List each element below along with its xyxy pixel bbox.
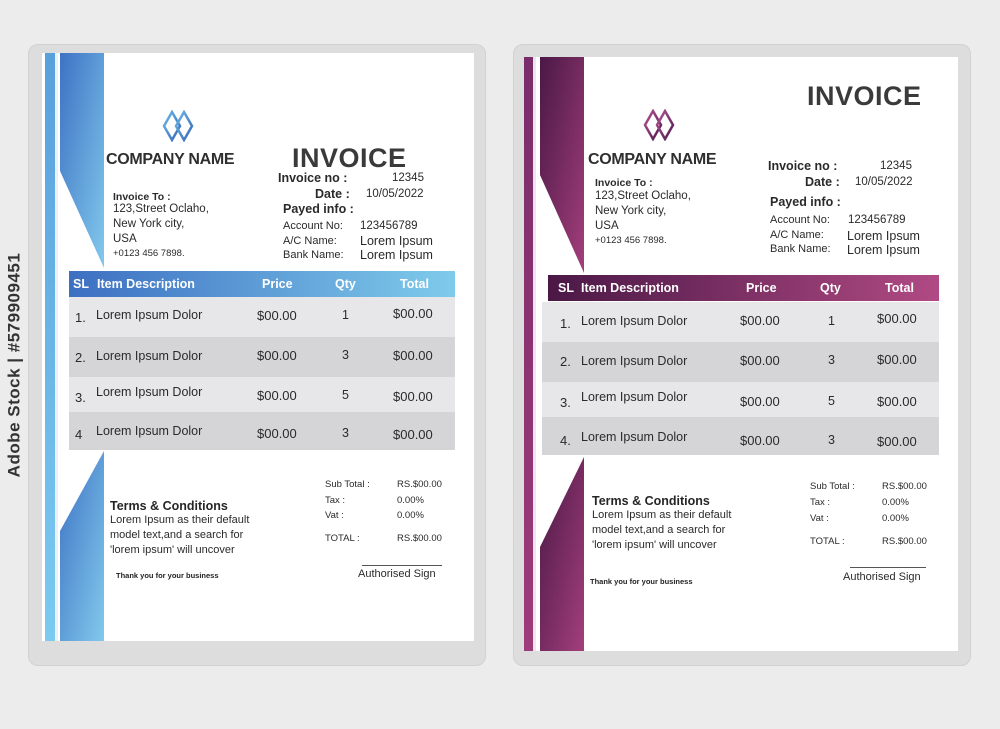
authorised-sign: Authorised Sign (843, 571, 921, 583)
tax-label: Tax : (325, 495, 346, 506)
row-description: Lorem Ipsum Dolor (581, 430, 688, 444)
row-sl: 1. (560, 316, 571, 331)
terms-line: Lorem Ipsum as their default (110, 514, 250, 526)
total-label: TOTAL : (810, 536, 845, 547)
account-no-value: 123456789 (360, 220, 418, 232)
invoice-sheet-purple (524, 57, 958, 651)
diamond-logo-icon (162, 110, 194, 142)
header-total: Total (885, 281, 914, 295)
header-qty: Qty (820, 281, 841, 295)
vat-label: Vat : (810, 513, 829, 524)
row-description: Lorem Ipsum Dolor (96, 349, 203, 363)
terms-text (592, 508, 731, 553)
phone: +0123 456 7898. (113, 248, 185, 259)
table-row (69, 337, 455, 377)
invoice-no-label: Invoice no : (768, 159, 838, 173)
table-header (548, 275, 939, 301)
row-qty: 1 (828, 314, 835, 328)
header-item-description: Item Description (581, 281, 679, 295)
row-total: $00.00 (393, 389, 433, 404)
terms-line: Lorem Ipsum as their default (592, 509, 732, 521)
row-price: $00.00 (740, 313, 780, 328)
table-row (69, 297, 455, 337)
row-description: Lorem Ipsum Dolor (96, 424, 203, 438)
bank-name-label: Bank Name: (283, 249, 344, 261)
address-line: USA (595, 220, 619, 232)
header-qty: Qty (335, 277, 356, 291)
header-sl: SL (558, 281, 574, 295)
address-line: New York city, (113, 218, 185, 230)
row-price: $00.00 (740, 394, 780, 409)
row-total: $00.00 (393, 427, 433, 442)
row-price: $00.00 (257, 426, 297, 441)
company-name: COMPANY NAME (106, 151, 235, 168)
row-total: $00.00 (877, 394, 917, 409)
row-price: $00.00 (257, 348, 297, 363)
row-qty: 3 (342, 348, 349, 362)
invoice-to-label: Invoice To : (595, 177, 653, 189)
row-sl: 2. (560, 354, 571, 369)
table-header (69, 271, 455, 297)
date-label: Date : (805, 175, 840, 189)
tax-label: Tax : (810, 497, 831, 508)
thank-you-note: Thank you for your business (590, 577, 693, 586)
terms-line: model text,and a search for (110, 529, 244, 541)
row-price: $00.00 (257, 308, 297, 323)
invoice-no-value: 12345 (880, 160, 912, 172)
row-price: $00.00 (740, 353, 780, 368)
address-line: 123,Street Oclaho, (595, 190, 691, 202)
invoice-to-label: Invoice To : (113, 191, 171, 203)
row-total: $00.00 (877, 352, 917, 367)
sub-total-label: Sub Total : (325, 479, 370, 490)
ac-name-label: A/C Name: (770, 229, 824, 241)
payed-info-label: Payed info : (770, 195, 841, 209)
row-sl: 4 (75, 427, 83, 442)
account-no-value: 123456789 (848, 214, 906, 226)
ac-name-value: Lorem Ipsum (847, 229, 920, 243)
header-item-description: Item Description (97, 277, 195, 291)
tax-value: 0.00% (882, 497, 909, 508)
row-sl: 1. (75, 310, 86, 325)
diamond-logo-icon (643, 109, 675, 141)
date-value: 10/05/2022 (855, 176, 913, 188)
table-row (542, 302, 939, 342)
terms-title: Terms & Conditions (110, 499, 228, 513)
row-sl: 3. (560, 395, 571, 410)
row-sl: 4. (560, 433, 571, 448)
row-total: $00.00 (877, 434, 917, 449)
invoice-no-value: 12345 (392, 172, 424, 184)
signature-line (362, 565, 442, 566)
invoice-title: INVOICE (807, 81, 922, 111)
row-description: Lorem Ipsum Dolor (96, 385, 203, 399)
row-description: Lorem Ipsum Dolor (96, 308, 203, 322)
watermark-text: Adobe Stock | #579909451 (4, 252, 23, 477)
account-no-label: Account No: (770, 214, 830, 226)
table-row (542, 417, 939, 455)
address-line: New York city, (595, 205, 667, 217)
row-price: $00.00 (257, 388, 297, 403)
signature-line (850, 567, 926, 568)
row-total: $00.00 (393, 348, 433, 363)
row-sl: 2. (75, 350, 86, 365)
company-name: COMPANY NAME (588, 151, 717, 168)
row-total: $00.00 (877, 311, 917, 326)
header-price: Price (746, 281, 777, 295)
sub-total-label: Sub Total : (810, 481, 855, 492)
terms-title: Terms & Conditions (592, 494, 710, 508)
account-no-label: Account No: (283, 220, 343, 232)
table-row (542, 382, 939, 422)
thank-you-note: Thank you for your business (116, 571, 219, 580)
invoice-to-address (595, 189, 691, 234)
row-price: $00.00 (740, 433, 780, 448)
authorised-sign: Authorised Sign (358, 568, 436, 580)
sub-total-value: RS.$00.00 (397, 479, 442, 490)
row-qty: 3 (828, 353, 835, 367)
row-description: Lorem Ipsum Dolor (581, 314, 688, 328)
terms-line: 'lorem ipsum' will uncover (110, 544, 235, 556)
invoice-title: INVOICE (292, 143, 407, 173)
header-total: Total (400, 277, 429, 291)
stock-watermark (0, 0, 28, 729)
table-row (542, 342, 939, 382)
sub-total-value: RS.$00.00 (882, 481, 927, 492)
terms-text (110, 513, 249, 558)
row-description: Lorem Ipsum Dolor (581, 354, 688, 368)
terms-line: 'lorem ipsum' will uncover (592, 539, 717, 551)
phone: +0123 456 7898. (595, 235, 667, 246)
address-line: 123,Street Oclaho, (113, 203, 209, 215)
row-sl: 3. (75, 390, 86, 405)
row-qty: 3 (342, 426, 349, 440)
row-total: $00.00 (393, 306, 433, 321)
row-qty: 5 (828, 394, 835, 408)
row-description: Lorem Ipsum Dolor (581, 390, 688, 404)
vat-value: 0.00% (397, 510, 424, 521)
vat-label: Vat : (325, 510, 344, 521)
invoice-no-label: Invoice no : (278, 171, 348, 185)
bank-name-value: Lorem Ipsum (360, 248, 433, 262)
payed-info-label: Payed info : (283, 202, 354, 216)
header-sl: SL (73, 277, 89, 291)
tax-value: 0.00% (397, 495, 424, 506)
table-row (69, 377, 455, 417)
invoice-sheet-blue (42, 53, 474, 641)
total-value: RS.$00.00 (397, 533, 442, 544)
row-qty: 3 (828, 433, 835, 447)
total-value: RS.$00.00 (882, 536, 927, 547)
ac-name-label: A/C Name: (283, 235, 337, 247)
date-label: Date : (315, 187, 350, 201)
terms-line: model text,and a search for (592, 524, 726, 536)
bank-name-label: Bank Name: (770, 243, 831, 255)
ac-name-value: Lorem Ipsum (360, 234, 433, 248)
invoice-to-address (113, 202, 209, 247)
bank-name-value: Lorem Ipsum (847, 243, 920, 257)
row-qty: 1 (342, 308, 349, 322)
vat-value: 0.00% (882, 513, 909, 524)
row-qty: 5 (342, 388, 349, 402)
table-row (69, 412, 455, 450)
date-value: 10/05/2022 (366, 188, 424, 200)
address-line: USA (113, 233, 137, 245)
header-price: Price (262, 277, 293, 291)
total-label: TOTAL : (325, 533, 360, 544)
